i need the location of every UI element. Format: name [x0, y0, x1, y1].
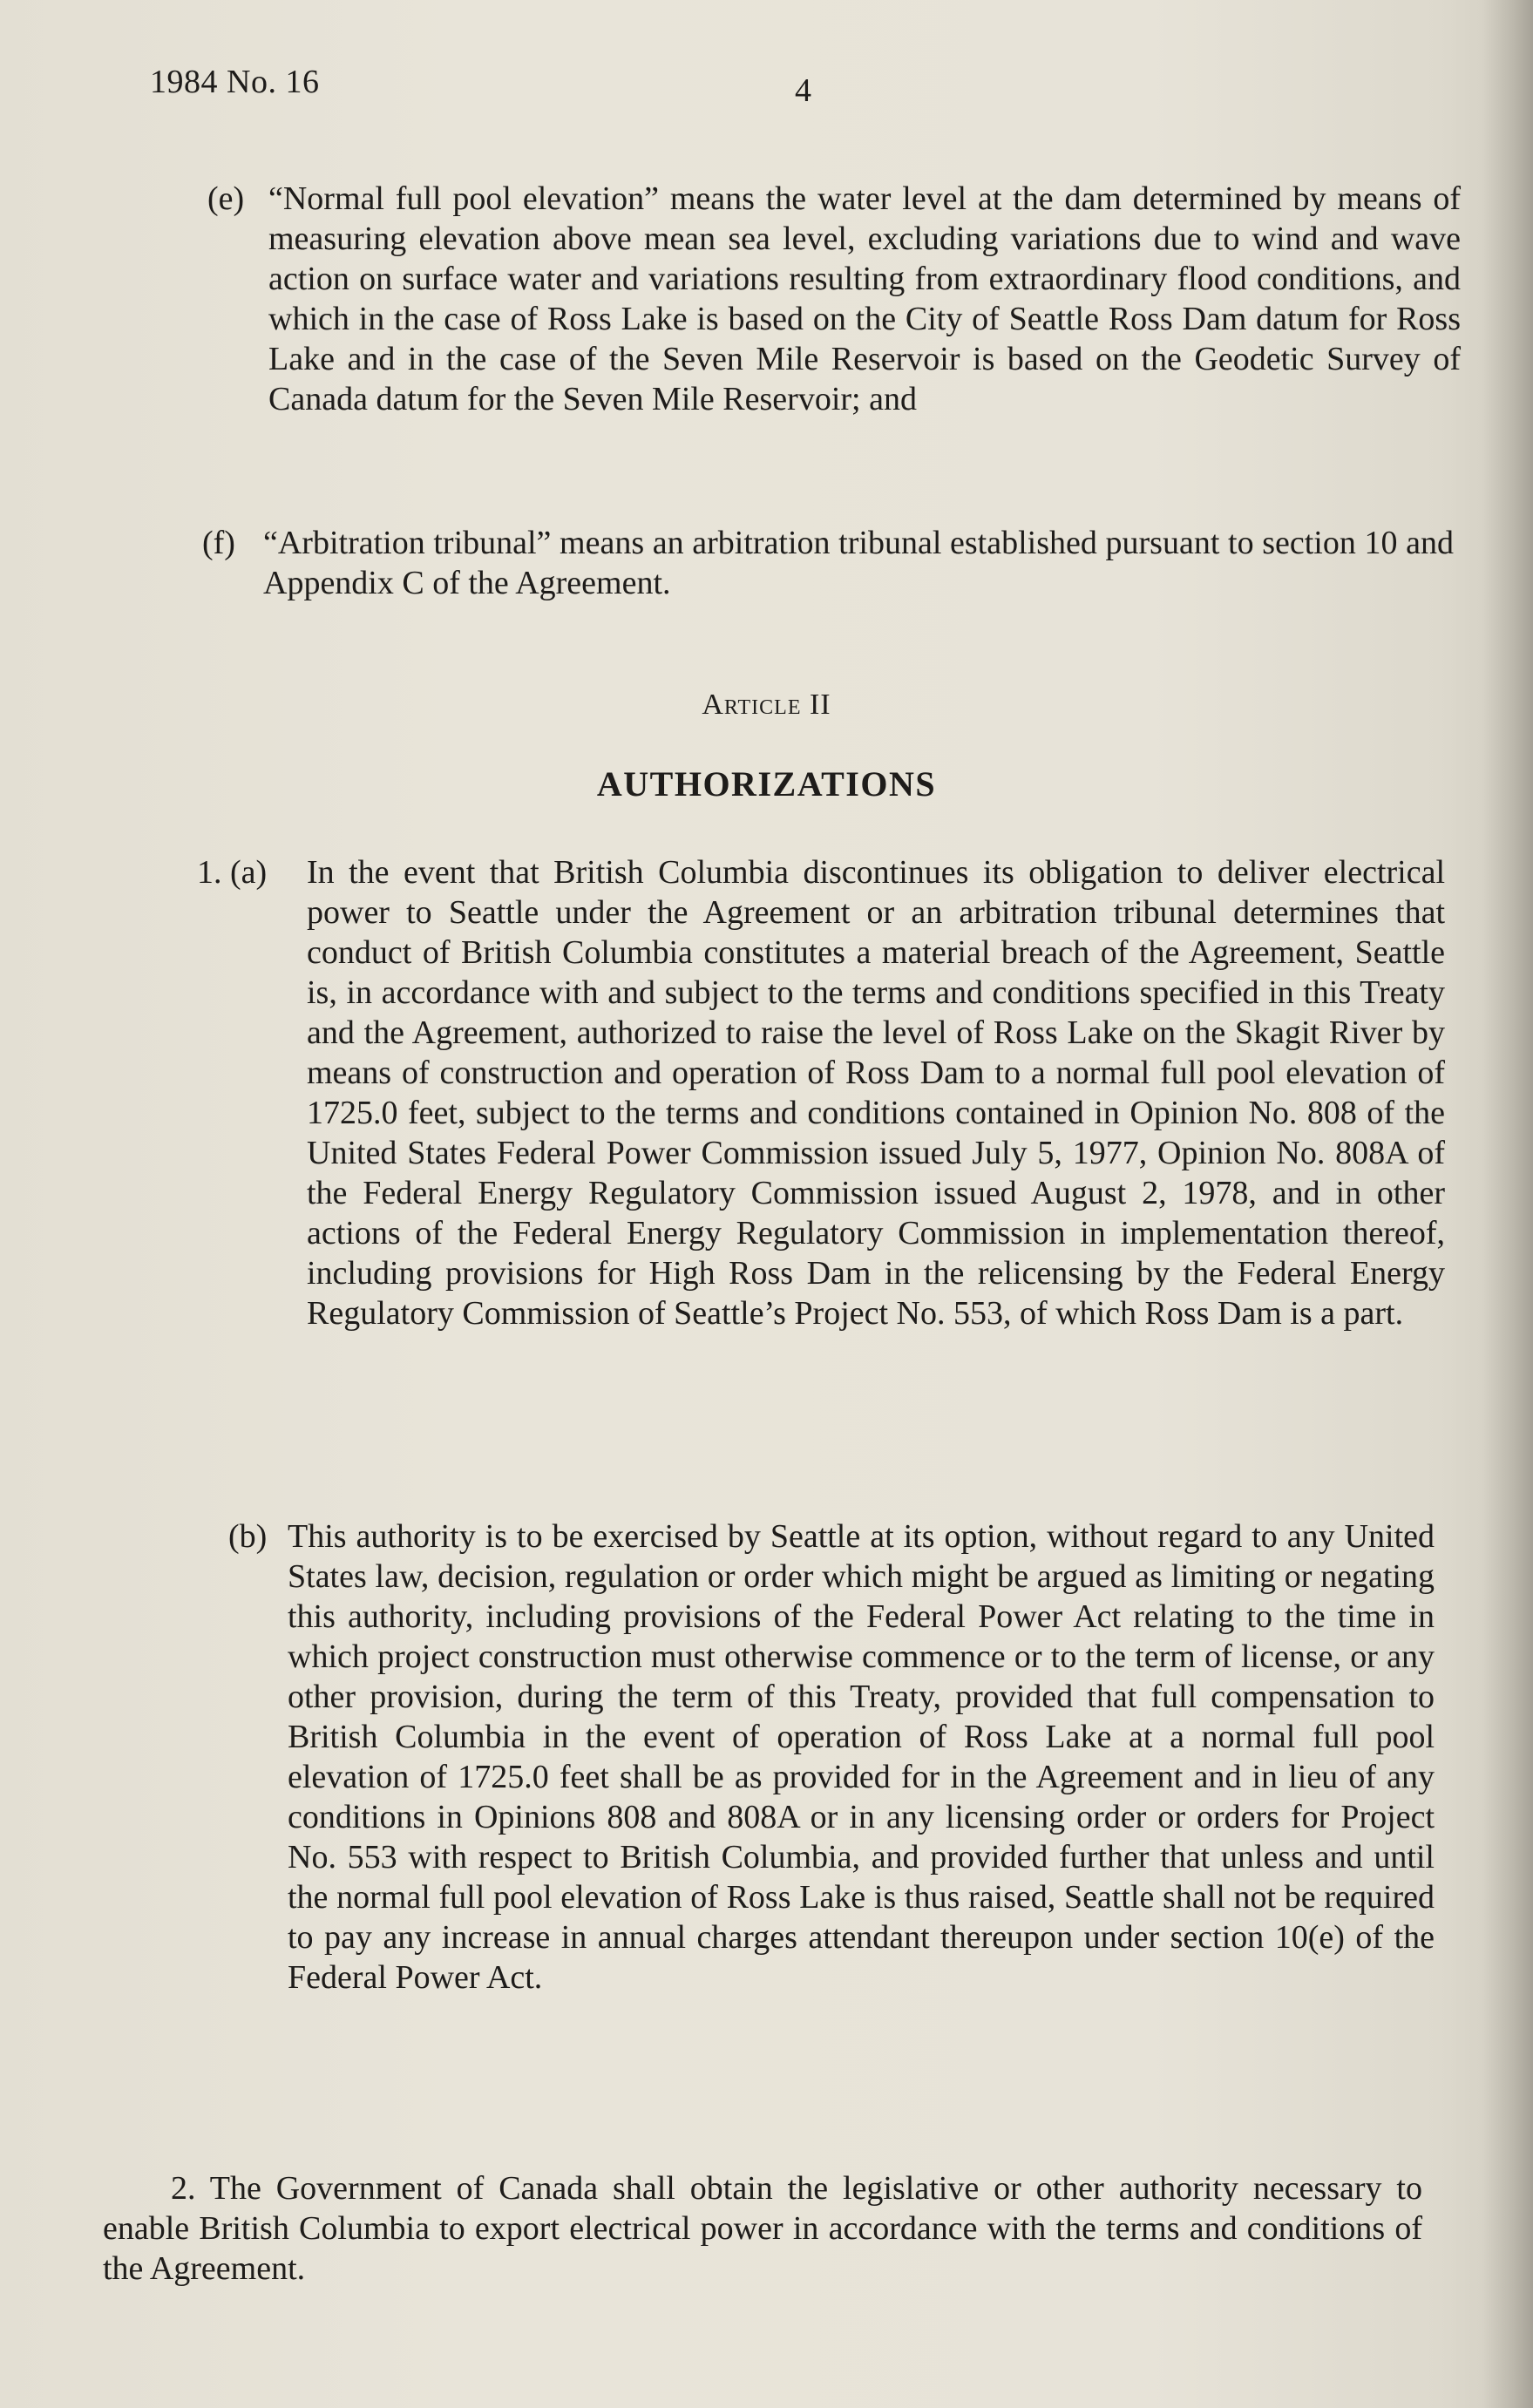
clause-1b: [228, 1516, 1435, 1998]
definition-f: [202, 523, 1454, 603]
article-number: Article II: [702, 688, 831, 721]
page-edge-shadow: [1482, 0, 1533, 2408]
clause-1a-text: In the event that British Columbia discontinues its obligation to deliver electrical power to Seattle under the Agreement or an arbitration tribunal determines that conduct of British Columbia constitutes a material breach of the Agreement, Seattle is, in accordance with and subject to the terms and conditions specified in this Treaty and the Agreement, authorized to raise the level of Ross Lake on the Skagit River by means of construction and operation of Ross Dam to a normal full pool elevation of 1725.0 feet, subject to the terms and conditions contained in Opinion No. 808 of the United States Federal Power Commission issued July 5, 1977, Opinion No. 808A of the Federal Energy Regulatory Commission issued August 2, 1978, and in other actions of the Federal Energy Regulatory Commission in implementation thereof, including provisions for High Ross Dam in the relicensing by the Federal Energy Regulatory Commission of Seattle’s Project No. 553, of which Ross Dam is a part.: [307, 854, 1445, 1332]
clause-1b-text: This authority is to be exercised by Seattle at its option, without regard to any United States law, decision, regulation or order which might be argued as limiting or negating this authority, including provisions of the Federal Power Act relating to the time in which project construction must otherwise commence or to the term of license, or any other provision, during the term of this Treaty, provided that full compensation to British Columbia in the event of operation of Ross Lake at a normal full pool elevation of 1725.0 feet shall be as provided for in the Agreement and in lieu of any conditions in Opinions 808 and 808A or in any licensing order or orders for Project No. 553 with respect to British Columbia, and provided further that unless and until the normal full pool elevation of Ross Lake is thus raised, Seattle shall not be required to pay any increase in annual charges attendant thereupon under section 10(e) of the Federal Power Act.: [288, 1518, 1435, 1996]
page-number: 4: [795, 72, 811, 109]
clause-1a: [197, 852, 1445, 1333]
article-title: AUTHORIZATIONS: [596, 764, 937, 804]
definition-e-label: (e): [207, 180, 245, 217]
definition-e: [207, 179, 1461, 419]
clause-1b-label: (b): [228, 1518, 268, 1555]
definition-e-text: “Normal full pool elevation” means the water level at the dam determined by means of measuring elevation above mean sea level, excluding variations due to wind and wave action on surface water and variations resulting from extraordinary flood conditions, and which in the case of Ross Lake is based on the City of Seattle Ross Dam datum for Ross Lake and in the case of the Seven Mile Reservoir is based on the Geodetic Survey of Canada datum for the Seven Mile Reservoir; and: [268, 180, 1461, 417]
definition-f-label: (f): [202, 525, 235, 561]
definition-f-text: “Arbitration tribunal” means an arbitration tribunal established pursuant to section 10 and Appendix C of the Agreement.: [263, 525, 1454, 601]
running-head-citation: 1984 No. 16: [150, 64, 320, 100]
clause-1a-label: 1. (a): [197, 854, 268, 891]
paragraph-2: 2. The Government of Canada shall obtain the legislative or other authority necessary to enable British Columbia to export electrical power in accordance with the terms and conditions of the Agreement.: [103, 2170, 1422, 2287]
